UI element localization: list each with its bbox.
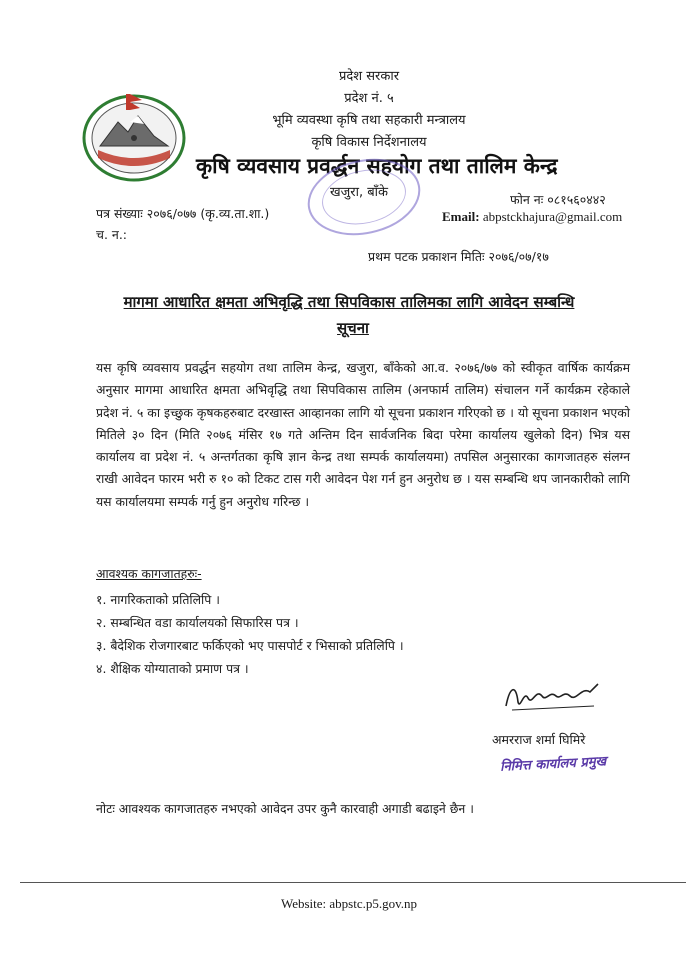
required-documents-heading: आवश्यक कागजातहरुः- [96, 566, 202, 581]
office-phone: फोन नः ०८१५६०४४२ [510, 192, 606, 207]
footnote: नोटः आवश्यक कागजातहरु नभएको आवेदन उपर कुनै कारवाही अगाडी बढाइने छैन । [96, 801, 474, 816]
office-title: कृषि व्यवसाय प्रवर्द्धन सहयोग तथा तालिम केन्द्र [196, 154, 558, 178]
header-province-government: प्रदेश सरकार [338, 69, 400, 84]
email-address: abpstckhajura@gmail.com [482, 209, 623, 224]
required-document-item: २. सम्बन्धित वडा कार्यालयको सिफारिस पत्र । [96, 615, 299, 630]
notice-body: यस कृषि व्यवसाय प्रवर्द्धन सहयोग तथा तालिम केन्द्र, खजुरा, बाँकेको आ.व. २०७६/७७ को स्वीकृत वार्षिक कार्यक्रम अनुसार मागमा आधारित क्षमता अभिवृद्धि तथा सिपविकास तालिम (अनफार्म तालिम) संचालन गर्ने कार्यक्रम रहेकाले प्रदेश नं. ५ का इच्छुक कृषकहरुबाट दरखास्त आव्हानका लागि यो सूचना प्रकाशन गरिएको छ । यो सूचना प्रकाशन भएको मितिले ३० दिन (मिति २०७६ मंसिर १७ गते अन्तिम दिन सार्वजनिक बिदा परेमा कार्यालय खुलेको दिन) भित्र यस कार्यालय वा प्रदेश नं. ५ अन्तर्गतका कृषि ज्ञान केन्द्र तथा सम्पर्क कार्यालयमा) तपसिल अनुसारका कागजातहरु संलग्न राखी आवेदन फारम भरी रु १० को टिकट टास गरी आवेदन पेश गर्न हुन अनुरोध छ । यस सम्बन्धि थप जानकारीको लागि यस कार्यालयमा सम्पर्क गर्नु हुन अनुरोध गरिन्छ । [96, 360, 630, 509]
office-location: खजुरा, बाँके [330, 185, 389, 200]
header-directorate: कृषि विकास निर्देशनालय [311, 135, 427, 150]
subject-notice: सूचना [337, 319, 369, 337]
signature-icon [498, 676, 608, 718]
office-stamp-icon [300, 154, 428, 240]
required-document-item: ४. शैक्षिक योग्याताको प्रमाण पत्र । [96, 661, 249, 676]
office-email [442, 209, 622, 225]
email-label: Email: [442, 209, 480, 224]
required-document-item: ३. बैदेशिक रोजगारबाट फर्किएको भए पासपोर्ट र भिसाको प्रतिलिपि । [96, 638, 404, 653]
required-document-item: १. नागरिकताको प्रतिलिपि । [96, 592, 220, 607]
header-ministry: भूमि व्यवस्था कृषि तथा सहकारी मन्त्रालय [272, 113, 466, 128]
dispatch-number: च. न.: [96, 227, 128, 242]
footer-website: Website: abpstc.p5.gov.np [280, 896, 418, 911]
subject-line: मागमा आधारित क्षमता अभिवृद्धि तथा सिपविकास तालिमका लागि आवेदन सम्बन्धि [123, 293, 575, 311]
publish-date: प्रथम पटक प्रकाशन मितिः २०७६/०७/१७ [368, 249, 549, 264]
officer-stamp: निमित्त कार्यालय प्रमुख [499, 754, 607, 775]
footer-divider [20, 882, 686, 883]
header-province-number: प्रदेश नं. ५ [344, 91, 394, 106]
reference-number: पत्र संख्याः २०७६/०७७ (कृ.व्य.ता.शा.) [96, 206, 270, 221]
signer-name: अमरराज शर्मा घिमिरे [492, 732, 586, 747]
